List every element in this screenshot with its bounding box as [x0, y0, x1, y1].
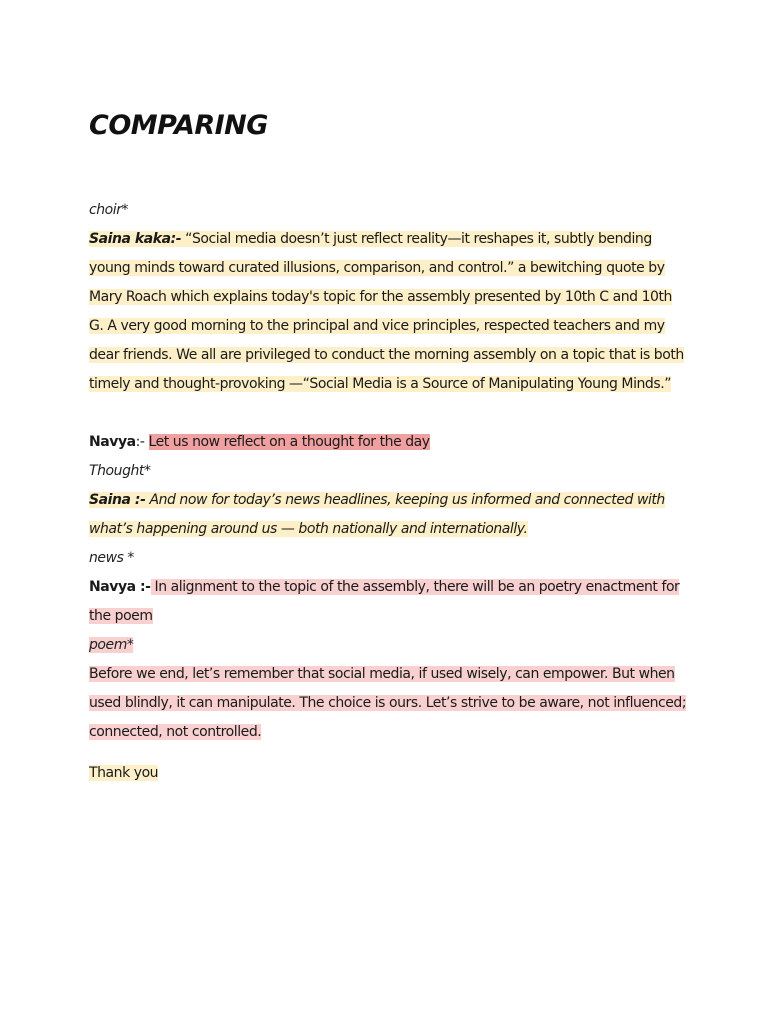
closing-paragraph	[89, 660, 689, 747]
speaker-label: Saina kaka:-	[89, 231, 182, 247]
thought-cue: Thought*	[89, 463, 151, 479]
poem-cue-text: poem*	[89, 637, 134, 653]
thank-you-text: Thank you	[89, 765, 159, 781]
thank-you-line	[89, 759, 689, 788]
page-title: COMPARING	[89, 110, 268, 141]
speaker-label: Saina :-	[89, 492, 146, 508]
paragraph-text: In alignment to the topic of the assembly, there will be an poetry enactment for the poem	[89, 579, 680, 624]
saina-intro-paragraph	[89, 225, 689, 399]
spacer	[89, 747, 689, 759]
spacer	[89, 399, 689, 428]
navya-thought-paragraph	[89, 428, 689, 457]
paragraph-text: Before we end, let’s remember that social media, if used wisely, can empower. But when used blindly, it can manipulate. The choice is ours. Let’s strive to be aware, not influenced; connected, not controlled.	[89, 666, 687, 740]
document-body	[89, 196, 689, 788]
speaker-label: Navya :-	[89, 579, 151, 595]
news-cue: news *	[89, 550, 134, 566]
paragraph-text: “Social media doesn’t just reflect reality—it reshapes it, subtly bending young minds toward curated illusions, comparison, and control.” a bewitching quote by Mary Roach which explains today's topic for the assembly presented by 10th C and 10th G. A very good morning to the principal and vice principles, respected teachers and my dear friends. We all are privileged to conduct the morning assembly on a topic that is both timely and thought-provoking —“Social Media is a Source of Manipulating Young Minds.”	[89, 231, 684, 392]
saina-news-paragraph	[89, 486, 689, 544]
poem-cue	[89, 631, 689, 660]
speaker-label: Navya	[89, 434, 136, 450]
navya-poem-paragraph	[89, 573, 689, 631]
speaker-separator: :-	[135, 434, 149, 450]
choir-cue: choir*	[89, 202, 129, 218]
paragraph-text: Let us now reflect on a thought for the day	[148, 434, 430, 450]
paragraph-text: And now for today’s news headlines, keeping us informed and connected with what’s happening around us — both nationally and internationally.	[89, 492, 665, 537]
